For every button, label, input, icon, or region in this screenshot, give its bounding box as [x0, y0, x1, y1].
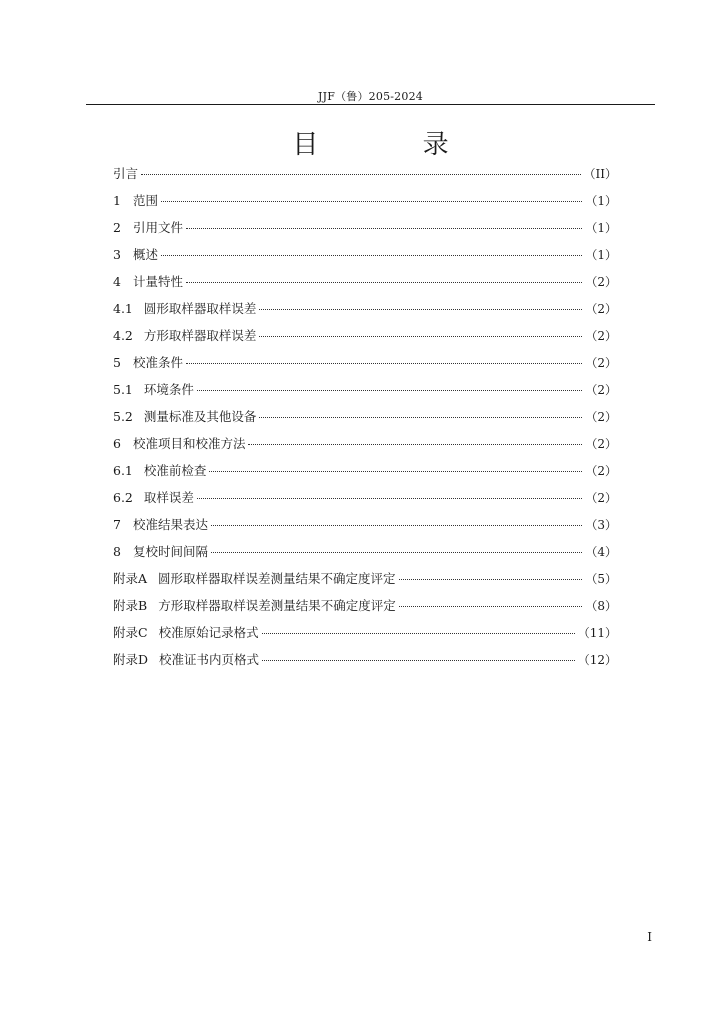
toc-entry-label: 引用文件	[132, 220, 183, 235]
toc-entry-page: （5）	[585, 572, 617, 586]
toc-dot-leader	[211, 524, 582, 526]
toc-entry-number: 5.1	[113, 382, 133, 397]
toc-entry-page: （1）	[585, 248, 617, 262]
toc-entry-label: 测量标准及其他设备	[143, 409, 257, 424]
toc-entry-label: 方形取样器取样误差	[143, 328, 257, 343]
toc-entry[interactable]	[113, 650, 617, 677]
toc-entry-page: （2）	[585, 410, 617, 424]
toc-entry-page: （1）	[585, 194, 617, 208]
toc-entry-number: 1	[113, 193, 121, 208]
toc-entry-page: （2）	[585, 491, 617, 505]
toc-entry-number: 4	[113, 274, 121, 289]
toc-dot-leader	[259, 335, 582, 337]
toc-entry[interactable]	[113, 542, 617, 569]
toc-dot-leader	[161, 254, 582, 256]
toc-dot-leader	[399, 605, 583, 607]
toc-entry-page: （2）	[585, 275, 617, 289]
toc-entry-page: （11）	[577, 626, 617, 640]
toc-entry-number: 附录C	[113, 625, 148, 640]
toc-dot-leader	[186, 227, 582, 229]
toc-entry-page: （II）	[583, 167, 617, 181]
toc-entry-label: 校准条件	[132, 355, 183, 370]
toc-entry-number: 8	[113, 544, 121, 559]
toc-dot-leader	[141, 173, 581, 175]
header-rule	[86, 104, 655, 105]
toc-dot-leader	[259, 308, 582, 310]
toc-entry-number: 4.1	[113, 301, 133, 316]
toc-entry-label: 圆形取样器取样误差	[143, 301, 257, 316]
toc-entry[interactable]	[113, 380, 617, 407]
toc-entry-label: 概述	[132, 247, 158, 262]
toc-dot-leader	[186, 281, 582, 283]
document-code-header: JJF（鲁）205-2024	[318, 90, 423, 103]
toc-dot-leader	[262, 659, 575, 661]
toc-entry[interactable]	[113, 326, 617, 353]
toc-dot-leader	[197, 389, 582, 391]
toc-entry-number: 附录D	[113, 652, 149, 667]
toc-entry-number: 5	[113, 355, 121, 370]
page-number: I	[647, 930, 652, 944]
toc-entry-label: 圆形取样器取样误差测量结果不确定度评定	[158, 571, 396, 586]
toc-entry-label: 方形取样器取样误差测量结果不确定度评定	[158, 598, 396, 613]
toc-entry-label: 校准前检查	[143, 463, 207, 478]
toc-entry-page: （4）	[585, 545, 617, 559]
toc-entry-number: 6	[113, 436, 121, 451]
table-of-contents	[113, 164, 617, 677]
toc-entry[interactable]	[113, 488, 617, 515]
toc-entry-number: 附录A	[113, 571, 148, 586]
toc-entry[interactable]	[113, 299, 617, 326]
toc-entry[interactable]	[113, 353, 617, 380]
toc-entry-page: （2）	[585, 356, 617, 370]
toc-entry-page: （2）	[585, 437, 617, 451]
toc-entry[interactable]	[113, 191, 617, 218]
toc-entry-label: 校准结果表达	[132, 517, 208, 532]
toc-entry[interactable]	[113, 623, 617, 650]
toc-entry-page: （2）	[585, 383, 617, 397]
toc-dot-leader	[211, 551, 582, 553]
page-title: 目 录	[292, 130, 497, 160]
toc-entry-label: 复校时间间隔	[132, 544, 208, 559]
toc-entry-label: 取样误差	[143, 490, 194, 505]
toc-entry-page: （8）	[585, 599, 617, 613]
toc-entry-label: 范围	[132, 193, 158, 208]
toc-dot-leader	[186, 362, 582, 364]
toc-entry[interactable]	[113, 596, 617, 623]
toc-entry-number: 7	[113, 517, 121, 532]
toc-entry-page: （2）	[585, 302, 617, 316]
toc-entry[interactable]	[113, 569, 617, 596]
toc-entry-label: 环境条件	[143, 382, 194, 397]
toc-entry-label: 校准项目和校准方法	[132, 436, 246, 451]
toc-entry-page: （1）	[585, 221, 617, 235]
toc-entry-label: 计量特性	[132, 274, 183, 289]
toc-entry[interactable]	[113, 407, 617, 434]
toc-entry[interactable]	[113, 218, 617, 245]
toc-entry[interactable]	[113, 272, 617, 299]
toc-dot-leader	[262, 632, 575, 634]
toc-entry-page: （3）	[585, 518, 617, 532]
toc-dot-leader	[259, 416, 582, 418]
toc-entry[interactable]	[113, 515, 617, 542]
toc-entry-number: 2	[113, 220, 121, 235]
toc-entry-label: 校准证书内页格式	[159, 652, 260, 667]
toc-entry[interactable]	[113, 461, 617, 488]
toc-entry-page: （12）	[577, 653, 617, 667]
toc-dot-leader	[161, 200, 582, 202]
toc-entry[interactable]	[113, 434, 617, 461]
toc-entry-page: （2）	[585, 464, 617, 478]
toc-entry-number: 6.2	[113, 490, 133, 505]
toc-dot-leader	[197, 497, 582, 499]
toc-entry-number: 附录B	[113, 598, 148, 613]
toc-dot-leader	[399, 578, 583, 580]
toc-entry-page: （2）	[585, 329, 617, 343]
toc-entry[interactable]	[113, 245, 617, 272]
toc-entry-label: 校准原始记录格式	[158, 625, 259, 640]
toc-entry-label: 引言	[113, 166, 139, 181]
toc-dot-leader	[209, 470, 582, 472]
toc-dot-leader	[248, 443, 582, 445]
toc-entry-number: 4.2	[113, 328, 133, 343]
toc-entry-number: 3	[113, 247, 121, 262]
toc-entry-number: 5.2	[113, 409, 133, 424]
toc-entry-number: 6.1	[113, 463, 133, 478]
toc-entry[interactable]	[113, 164, 617, 191]
